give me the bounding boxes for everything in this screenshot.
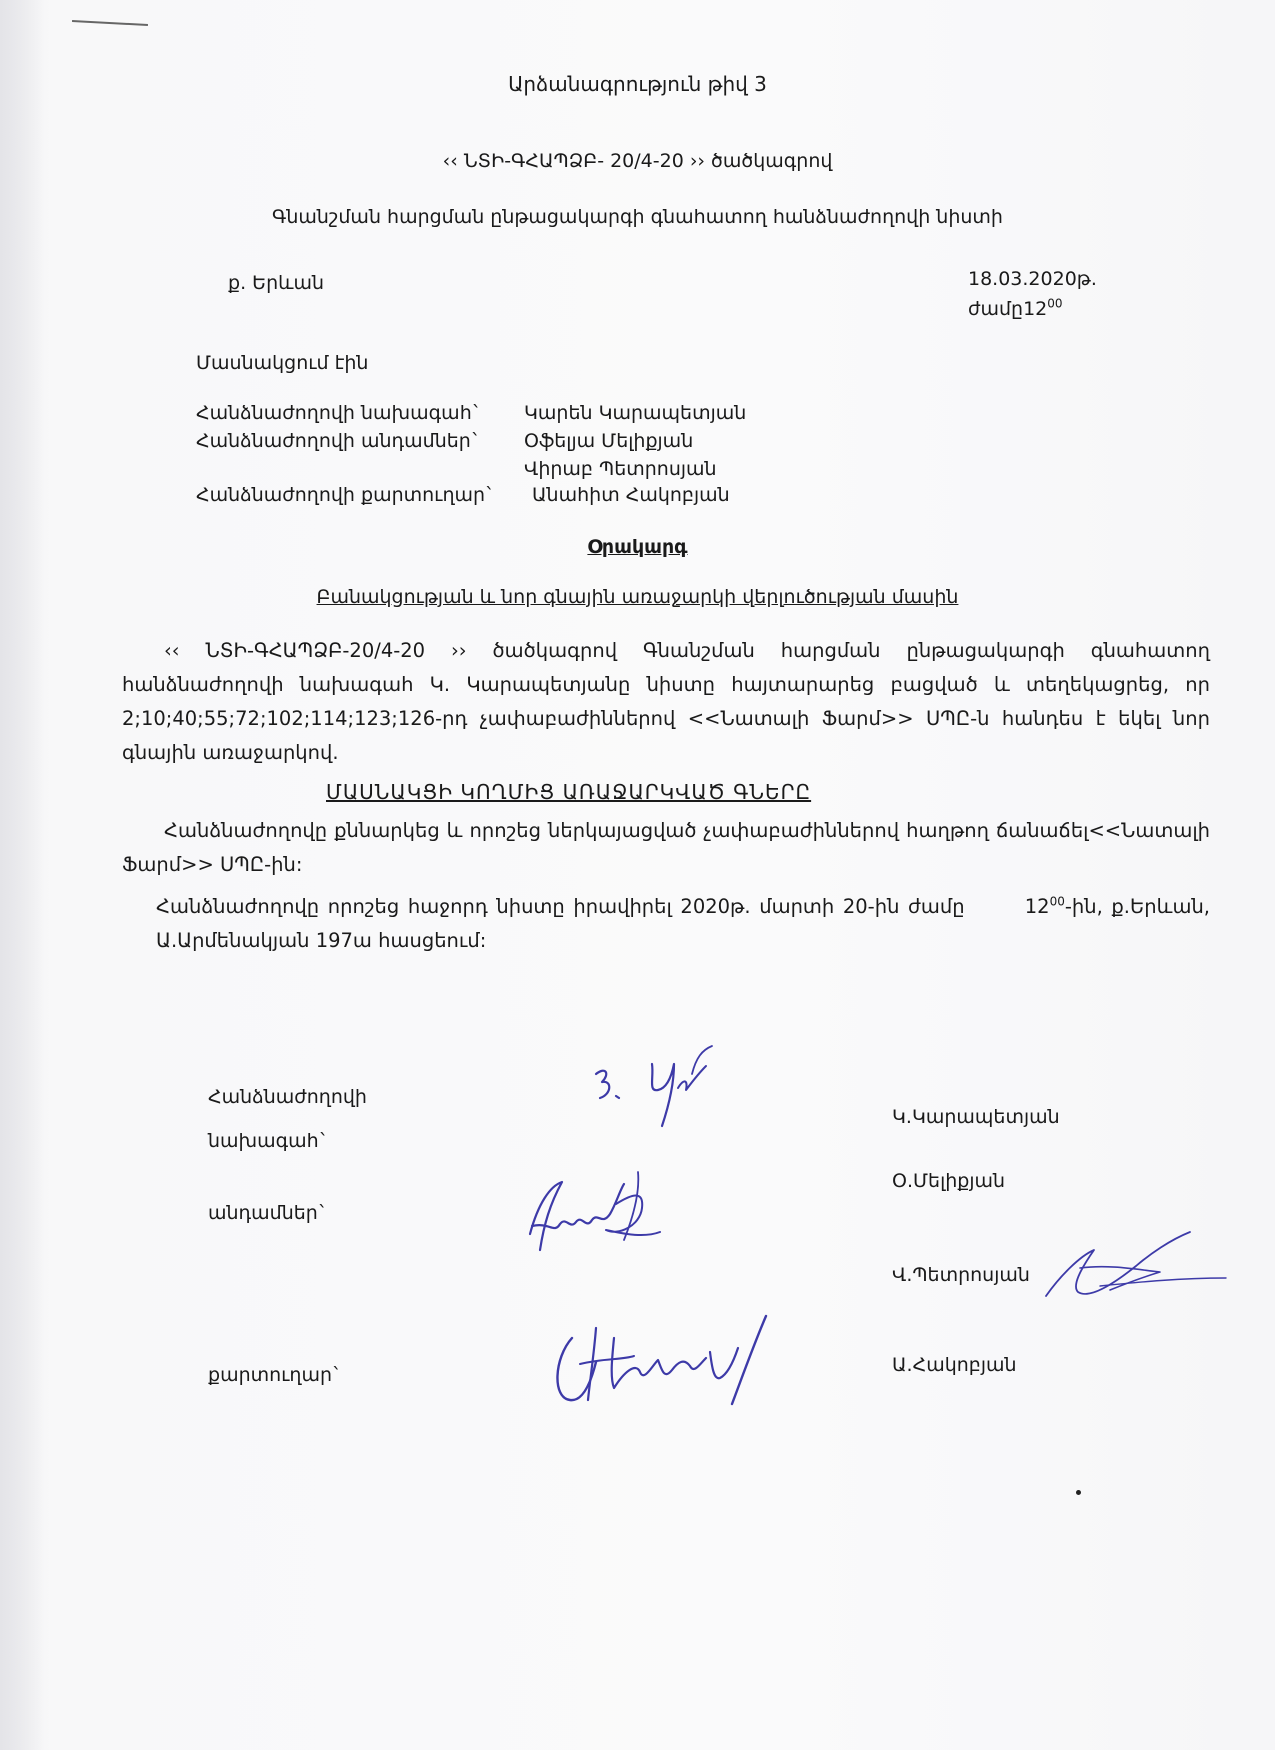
next-session-time: 12 (1024, 895, 1050, 918)
paragraph-decision: Հանձնաժողովը քննարկեց և որոշեց ներկայացված չափաբաժիններով հաղթող ճանաճել<<Նատալի Ֆարմ>> ՍՊԸ-ին: (122, 819, 1210, 876)
participant-role: Հանձնաժողովի նախագահ` (196, 402, 482, 424)
document-subtitle: Գնանշման հարցման ընթացակարգի գնահատող հանձնաժողովի նիստի (272, 206, 1003, 228)
secretary-label: քարտուղար` (208, 1364, 342, 1386)
chair-signature (588, 1044, 738, 1134)
member-signature-1 (520, 1164, 680, 1264)
participant-name: Անահիտ Հակոբյան (532, 484, 730, 506)
participant-name: Կարեն Կարապետյան (524, 402, 747, 424)
signer-name: Վ.Պետրոսյան (892, 1264, 1030, 1286)
members-label: անդամներ` (208, 1202, 328, 1224)
section-heading: ՄԱՍՆԱԿՑԻ ԿՈՂՄԻՑ ԱՌԱՋԱՐԿՎԱԾ ԳՆԵՐԸ (326, 780, 812, 804)
code-line: ‹‹ ՆՏԻ-ԳՀԱՊՁԲ- 20/4-20 ›› ծածկագրով (442, 150, 833, 172)
time-label: ժամը12 (968, 298, 1048, 320)
time-sup: 00 (1047, 296, 1063, 311)
signer-name: Կ.Կարապետյան (892, 1106, 1060, 1128)
member-signature-2 (1040, 1226, 1230, 1306)
time (968, 298, 1063, 320)
participants-heading: Մասնակցում էին (196, 352, 369, 374)
paragraph-next-session (156, 890, 1210, 958)
participant-name: Օֆելյա Մելիքյան (524, 430, 694, 452)
agenda-topic: Բանակցության և նոր գնային առաջարկի վերլուծության մասին (316, 586, 959, 608)
agenda-heading: Օրակարգ (587, 536, 688, 558)
participant-role: Հանձնաժողովի քարտուղար` (196, 484, 495, 506)
signer-name: Օ.Մելիքյան (892, 1170, 1006, 1192)
next-session-time-sup: 00 (1049, 894, 1065, 909)
participant-role: Հանձնաժողովի անդամներ` (196, 430, 481, 452)
date: 18.03.2020թ. (968, 268, 1097, 290)
chair-label: Հանձնաժողովի (208, 1086, 367, 1108)
secretary-signature (544, 1308, 784, 1418)
document-title: Արձանագրություն թիվ 3 (508, 72, 767, 96)
next-session-address: -ին, ք.Երևան, Ա.Արմենակյան 197ա հասցեում: (156, 895, 1211, 952)
scan-shadow-edge (0, 0, 44, 1750)
next-session-text: Հանձնաժողովը որոշեց հաջորդ նիստը իրավիրել 2020թ. մարտի 20-ին ժամը (156, 895, 965, 918)
participant-name: Վիրաբ Պետրոսյան (524, 458, 717, 480)
paragraph-opening: ‹‹ ՆՏԻ-ԳՀԱՊՁԲ-20/4-20 ›› ծածկագրով Գնանշման հարցման ընթացակարգի գնահատող հանձնաժողովի նախագահ Կ. Կարապետյանը նիստը հայտարարեց բացված և տեղեկացրեց, որ 2;10;40;55;72;102;114;123;126-րդ չափաբաժիններով <<Նատալի Ֆարմ>> ՍՊԸ-ն հանդես է եկել նոր գնային առաջարկով. (122, 639, 1210, 764)
signer-name: Ա.Հակոբյան (892, 1354, 1017, 1376)
ink-dot (1076, 1490, 1081, 1495)
scan-mark (72, 20, 148, 26)
chair-label-2: նախագահ` (208, 1130, 329, 1152)
place: ք. Երևան (228, 272, 325, 294)
